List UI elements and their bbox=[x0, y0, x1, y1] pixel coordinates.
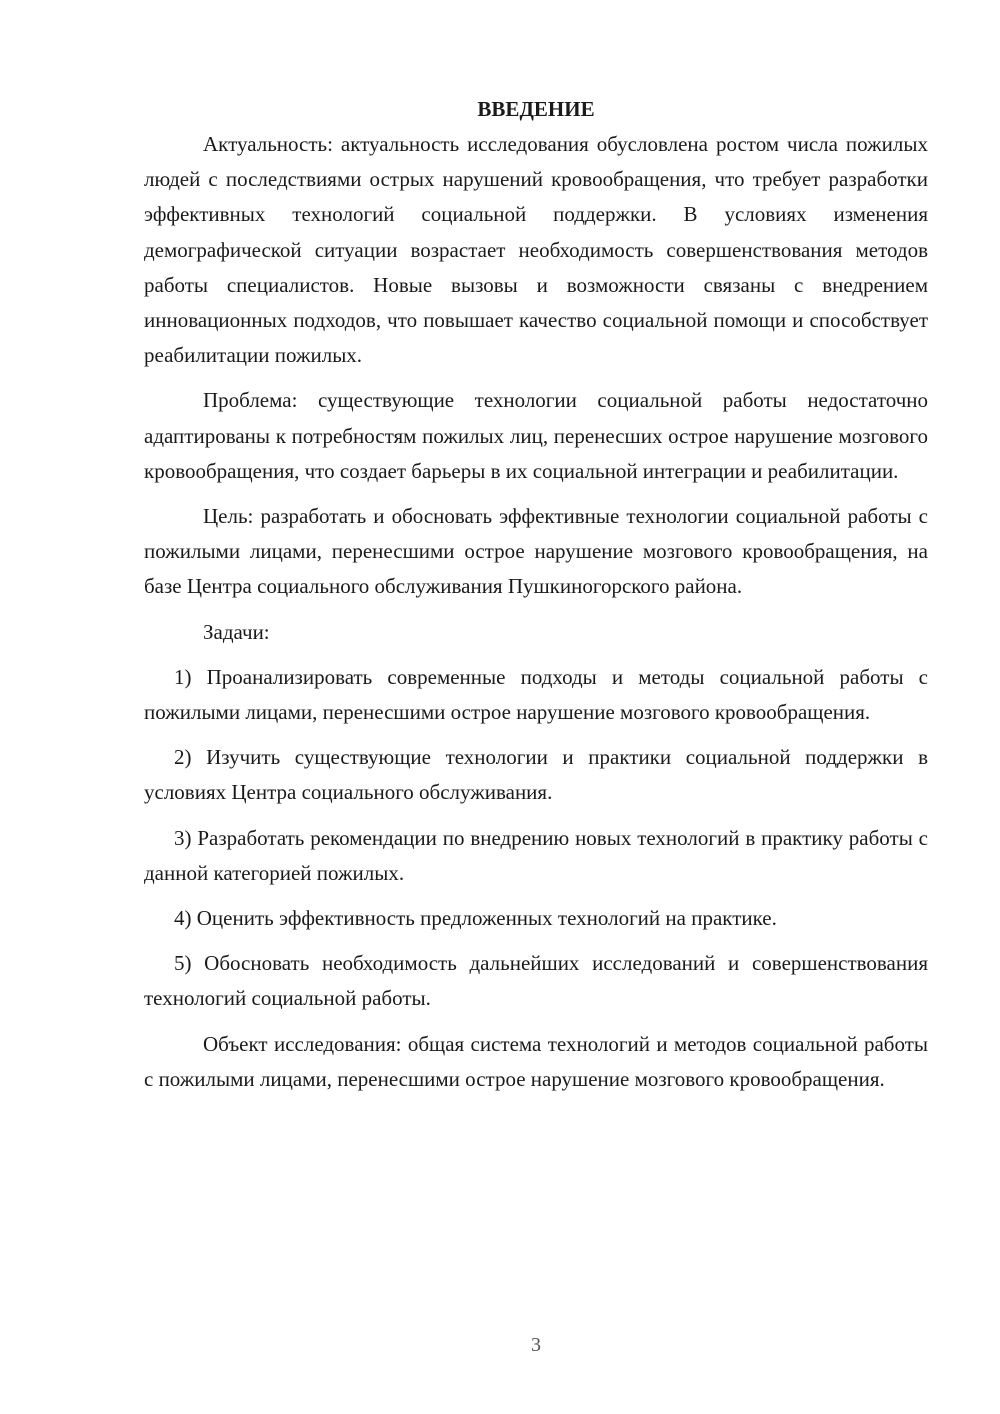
tasks-label: Задачи: bbox=[203, 619, 270, 644]
task-item: 4) Оценить эффективность предложенных технологий на практике. bbox=[174, 906, 777, 931]
task-item: 1) Проанализировать современные подходы и методы социальной работы с пожилыми лицами, перенесшими острое нарушение мозгового кровообращения. bbox=[144, 664, 928, 725]
page-number: 3 bbox=[531, 1334, 541, 1356]
object-paragraph: Объект исследования: общая система технологий и методов социальной работы с пожилыми лицами, перенесшими острое нарушение мозгового кровообращения. bbox=[144, 1031, 928, 1091]
task-item: 2) Изучить существующие технологии и практики социальной поддержки в условиях Центра социального обслуживания. bbox=[144, 745, 928, 805]
relevance-paragraph: Актуальность: актуальность исследования обусловлена ростом числа пожилых людей с последствиями острых нарушений кровообращения, что требует разработки эффективных технологий социальной поддержки. В условиях изменения демографической ситуации возрастает необходимость совершенствования методов работы специалистов. Новые вызовы и возможности связаны с внедрением инновационных подходов, что повышает качество социальной помощи и способствует реабилитации пожилых. bbox=[144, 132, 928, 368]
goal-paragraph: Цель: разработать и обосновать эффективные технологии социальной работы с пожилыми лицами, перенесшими острое нарушение мозгового кровообращения, на базе Центра социального обслуживания Пушкиногорского района. bbox=[144, 504, 928, 599]
problem-paragraph: Проблема: существующие технологии социальной работы недостаточно адаптированы к потребностям пожилых лиц, перенесших острое нарушение мозгового кровообращения, что создает барьеры в их социальной интеграции и реабилитации. bbox=[144, 388, 928, 483]
document-page bbox=[144, 92, 928, 1107]
section-heading: ВВЕДЕНИЕ bbox=[477, 97, 595, 121]
task-item: 3) Разработать рекомендации по внедрению новых технологий в практику работы с данной категорией пожилых. bbox=[144, 825, 928, 885]
task-item: 5) Обосновать необходимость дальнейших исследований и совершенствования технологий социальной работы. bbox=[144, 951, 928, 1011]
